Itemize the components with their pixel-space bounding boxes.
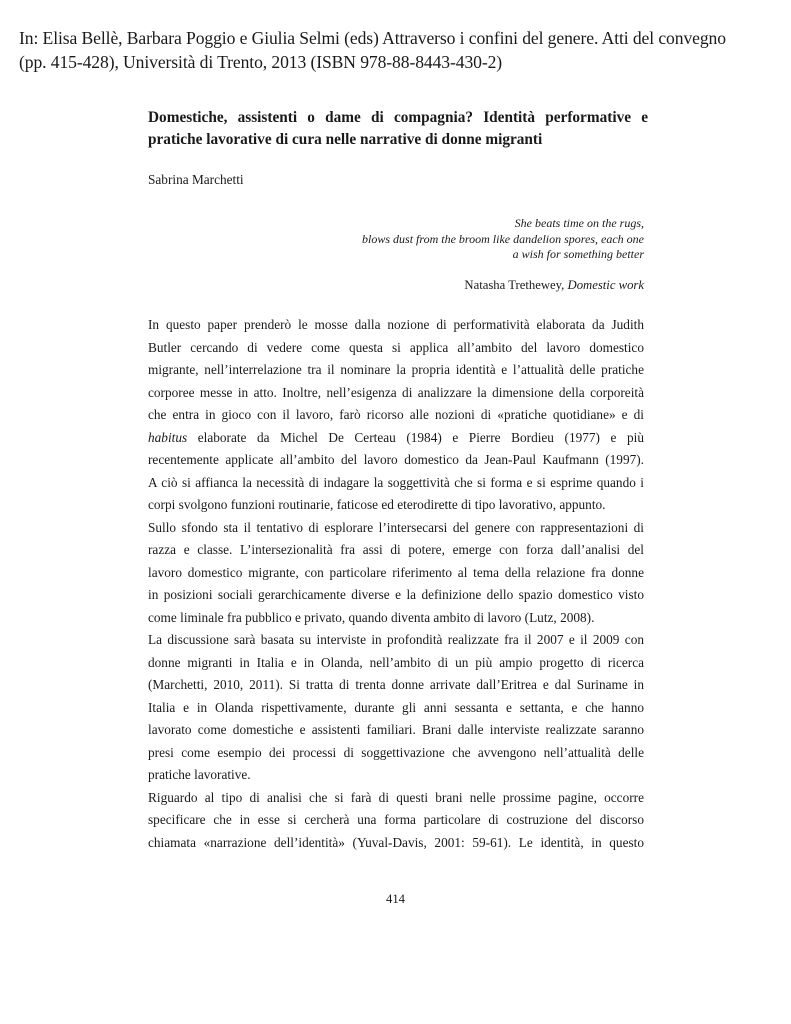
body-text bbox=[148, 314, 644, 854]
text-line: specificare che in esse si cercherà una forma particolare di costruzione del discorso bbox=[148, 812, 644, 827]
epigraph bbox=[300, 216, 644, 263]
paper-title bbox=[148, 107, 648, 151]
text-line: Sullo sfondo sta il tentativo di esplorare l’intersecarsi del genere con rappresentazioni di bbox=[148, 519, 644, 535]
habitus-term: habitus bbox=[148, 429, 188, 445]
text-line: donne migranti in Italia e in Olanda, nell’ambito di un più ampio progetto di ricerca bbox=[148, 654, 644, 670]
text-line: La discussione sarà basata su interviste in profondità realizzate fra il 2007 e il 2009 con bbox=[148, 632, 644, 647]
text-line: In questo paper prenderò le mosse dalla nozione di performatività elaborata da Judith bbox=[148, 317, 644, 332]
paragraph-2 bbox=[148, 517, 644, 630]
text-line: migrante, nell’interrelazione tra il nominare la propria identità e l’attualità delle pratiche bbox=[148, 362, 644, 377]
epigraph-author: Natasha Trethewey, bbox=[464, 278, 568, 292]
paragraph-1 bbox=[148, 314, 644, 517]
text-line: lavoro domestico migrante, con particolare riferimento al tema della relazione fra donne bbox=[148, 564, 644, 580]
text-line bbox=[148, 427, 644, 450]
paragraph-3 bbox=[148, 629, 644, 787]
epigraph-line: She beats time on the rugs, bbox=[514, 216, 644, 230]
epigraph-line: blows dust from the broom like dandelion spores, each one bbox=[362, 231, 644, 246]
text-line: (Marchetti, 2010, 2011). Si tratta di trenta donne arrivate dall’Eritrea e dal Suriname in bbox=[148, 677, 644, 692]
title-line-1: Domestiche, assistenti o dame di compagnia? Identità performative e bbox=[148, 109, 648, 126]
text-line: Riguardo al tipo di analisi che si farà di questi brani nelle prossime pagine, occorre bbox=[148, 789, 644, 805]
author-name: Sabrina Marchetti bbox=[148, 172, 244, 187]
text-line: corpi svolgono funzioni routinarie, faticose ed eterodirette di tipo lavorativo, appunto. bbox=[148, 497, 606, 512]
epigraph-work-title: Domestic work bbox=[567, 278, 644, 292]
text-line: come liminale fra pubblico e privato, quando diventa ambito di lavoro (Lutz, 2008). bbox=[148, 609, 595, 625]
epigraph-attribution bbox=[300, 276, 644, 294]
text-line: chiamata «narrazione dell’identità» (Yuval-Davis, 2001: 59-61). Le identità, in questo bbox=[148, 834, 644, 850]
text-line-rest: elaborate da Michel De Certeau (1984) e Pierre Bordieu (1977) e più bbox=[187, 429, 644, 445]
citation-line-1: In: Elisa Bellè, Barbara Poggio e Giulia Selmi (eds) Attraverso i confini del genere. Atti del convegno bbox=[19, 28, 726, 48]
citation-header bbox=[19, 26, 779, 74]
text-line: Butler cercando di vedere come questa si applica all’ambito del lavoro domestico bbox=[148, 339, 644, 355]
paragraph-4 bbox=[148, 787, 644, 855]
text-line: Italia e in Olanda rispettivamente, durante gli anni sessanta e settanta, e che hanno bbox=[148, 699, 644, 715]
text-line: lavorato come domestiche e assistenti familiari. Brani dalle interviste realizzate saranno bbox=[148, 722, 644, 737]
text-line: razza e classe. L’intersezionalità fra assi di potere, emerge con forza dall’analisi del bbox=[148, 542, 644, 557]
title-line-2: pratiche lavorative di cura nelle narrative di donne migranti bbox=[148, 131, 543, 148]
text-line: recentemente applicate all’ambito del lavoro domestico da Jean-Paul Kaufmann (1997). bbox=[148, 452, 644, 467]
text-line: pratiche lavorative. bbox=[148, 767, 251, 782]
text-line: corporee messe in atto. Inoltre, nell’esigenza di analizzare la dimensione della corporeità bbox=[148, 384, 644, 400]
text-line: A ciò si affianca la necessità di indagare la soggettività che si forma e si esprime quando i bbox=[148, 474, 644, 490]
citation-line-2: (pp. 415-428), Università di Trento, 2013 (ISBN 978-88-8443-430-2) bbox=[19, 52, 503, 72]
epigraph-line: a wish for something better bbox=[512, 247, 644, 261]
text-line: in posizioni sociali gerarchicamente diverse e la definizione dello spazio domestico visto bbox=[148, 587, 644, 602]
page-number: 414 bbox=[385, 892, 406, 906]
text-line: che entra in gioco con il lavoro, farò ricorso alle nozioni di «pratiche quotidiane» e di bbox=[148, 407, 644, 422]
text-line: presi come esempio dei processi di soggettivazione che avvengono nell’attualità delle bbox=[148, 744, 644, 760]
